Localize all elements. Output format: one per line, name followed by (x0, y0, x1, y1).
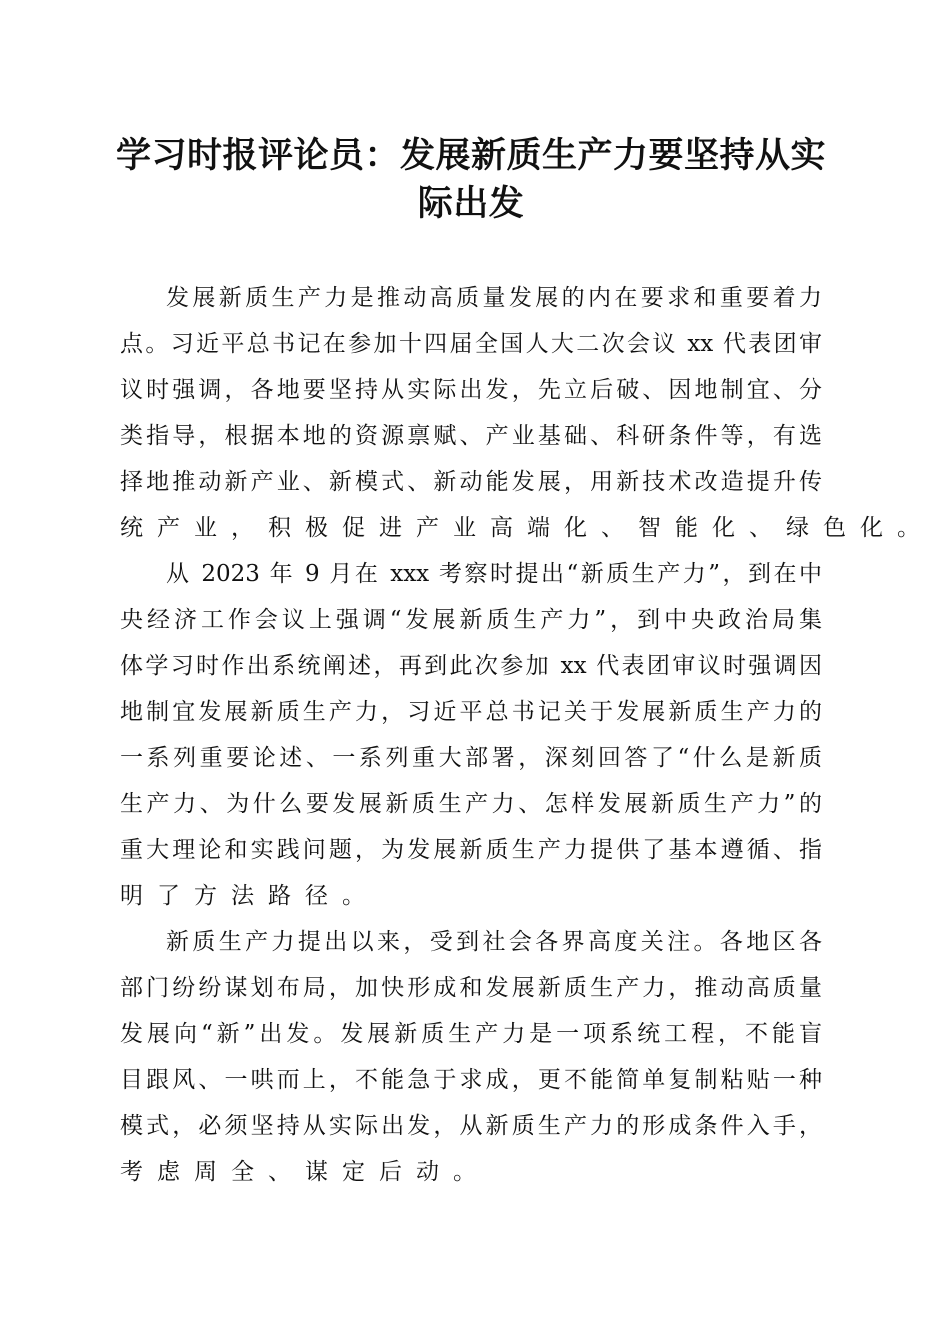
paragraph-line: 统产业，积极促进产业高端化、智能化、绿色化。 (120, 515, 934, 541)
paragraph-line: 部门纷纷谋划布局，加快形成和发展新质生产力，推动高质量 (120, 975, 822, 1001)
paragraph-line: 议时强调，各地要坚持从实际出发，先立后破、因地制宜、分 (120, 377, 822, 403)
paragraph-line: 模式，必须坚持从实际出发，从新质生产力的形成条件入手， (120, 1113, 822, 1139)
paragraph (120, 922, 822, 1198)
document-title (110, 132, 832, 228)
paragraph-line: 发展新质生产力是推动高质量发展的内在要求和重要着力 (166, 285, 822, 311)
paragraph (120, 554, 822, 922)
paragraph-line: 一系列重要论述、一系列重大部署，深刻回答了“什么是新质 (120, 745, 822, 771)
paragraph-line: 生产力、为什么要发展新质生产力、怎样发展新质生产力”的 (120, 791, 822, 817)
paragraph-line: 新质生产力提出以来，受到社会各界高度关注。各地区各 (166, 929, 822, 955)
paragraph-line: 目跟风、一哄而上，不能急于求成，更不能简单复制粘贴一种 (120, 1067, 822, 1093)
paragraph-line: 重大理论和实践问题，为发展新质生产力提供了基本遵循、指 (120, 837, 822, 863)
paragraph-line: 体学习时作出系统阐述，再到此次参加 xx 代表团审议时强调因 (120, 653, 822, 679)
paragraph (120, 278, 934, 554)
title-line: 际出发 (417, 183, 525, 224)
paragraph-line: 发展向“新”出发。发展新质生产力是一项系统工程，不能盲 (120, 1021, 822, 1047)
paragraph-line: 类指导，根据本地的资源禀赋、产业基础、科研条件等，有选 (120, 423, 822, 449)
paragraph-line: 择地推动新产业、新模式、新动能发展，用新技术改造提升传 (120, 469, 822, 495)
paragraph-line: 考虑周全、谋定后动。 (120, 1159, 490, 1185)
paragraph-line: 地制宜发展新质生产力，习近平总书记关于发展新质生产力的 (120, 699, 822, 725)
paragraph-line: 明了方法路径。 (120, 883, 379, 909)
document-body (120, 278, 934, 1198)
paragraph-line: 从 2023 年 9 月在 xxx 考察时提出“新质生产力”，到在中 (166, 561, 822, 587)
paragraph-line: 央经济工作会议上强调“发展新质生产力”，到中央政治局集 (120, 607, 822, 633)
paragraph-line: 点。习近平总书记在参加十四届全国人大二次会议 xx 代表团审 (120, 331, 822, 357)
title-line: 学习时报评论员：发展新质生产力要坚持从实 (115, 135, 826, 176)
